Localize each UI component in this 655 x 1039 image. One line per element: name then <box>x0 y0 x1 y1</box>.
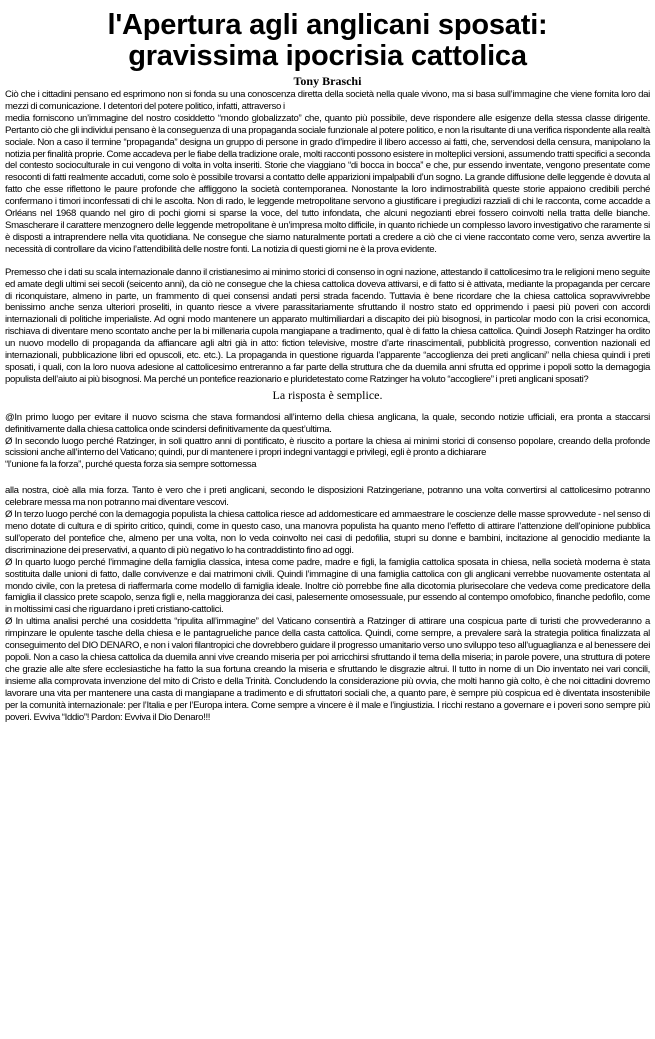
title-line-1: l'Apertura agli anglicani sposati: <box>107 9 548 41</box>
paragraph-third-reason: Ø In terzo luogo perché con la demagogia populista la chiesa cattolica riesce ad addomesticare ed ammaestrare le coscienze delle masse sprovvedute - nel senso di meno dotate di cultura e di spirito critico, quindi, come in questo caso, una manovra populista ha quanto meno l’effetto di attirare l’attenzione dell’opinione pubblica sull’operato del pontefice che, almeno per una volta, non lo veda coinvolto nei casi di pedofilia, stupri su donne e bambini, incitazione al genocidio mediante la discriminazione dei preservativi, a quanto di più negativo lo ha contraddistinto fino ad oggi. <box>5 509 650 556</box>
article-title <box>5 10 650 72</box>
paragraph-conclusion: Ø In ultima analisi perché una cosiddetta “ripulita all’immagine” del Vaticano consentirà a Ratzinger di attirare una cospicua parte di turisti che provvederanno a rimpinzare le opulente tasche della chiesa e le pantagrueliche pance della casta cattolica. Quindi, come sempre, a prevalere sarà la strategia politica finalizzata al conseguimento del DIO DENARO, e non i valori filantropici che dovrebbero guidare il progresso umanitario verso uno sviluppo teso all’uguaglianza e al benessere dei popoli. Non a caso la chiesa cattolica da duemila anni vive creando miseria per poi arricchirsi sfruttando il tema della miseria; in parole povere, una struttura di potere che grazie alle alte sfere ecclesiastiche ha fatto la sua fortuna creando la miseria e sfruttando le disgrazie altrui. Il tutto in nome di un Dio inventato nei vari concili, insieme alla comprovata invenzione del mito di Cristo e della Trinità. Concludendo la considerazione più ovvia, che molti hanno già colto, è che noi cittadini dovremo lavorare una vita per mantenere una casta di mangiapane a tradimento e di sfruttatori sociali che, a quanto pare, è sempre più cospicua ed è diventata insostenibile per la comunità internazionale: per l’Italia e per l’Europa intera. Come sempre a vincere è il male e l’ingiustizia. I ricchi restano a governare e i poveri sono sempre più poveri. Evviva “Iddio”! Pardon: Evviva il Dio Denaro!!! <box>5 616 650 723</box>
paragraph-intro: Ciò che i cittadini pensano ed esprimono non si fonda su una conoscenza diretta della società nella quale vivono, ma si basa sull’immagine che viene fornita loro dai mezzi di comunicazione. I detentori del potere politico, infatti, attraverso i <box>5 89 650 112</box>
paragraph-second-reason: Ø In secondo luogo perché Ratzinger, in soli quattro anni di pontificato, è riuscito a portare la chiesa ai minimi storici di consenso popolare, creando della profonde scissioni anche all’interno del Vaticano; quindi, pur di mantenere i propri indegni vantaggi e privilegi, egli è pronto a dichiarare <box>5 435 650 459</box>
paragraph-fourth-reason: Ø In quarto luogo perché l’immagine della famiglia classica, intesa come padre, madre e figli, la famiglia cattolica sposata in chiesa, nella società moderna è stata sostituita dalle unioni di fatto, dalle convivenze e dai matrimoni civili. Quindi l’immagine di una famiglia cattolica con gli anglicani verrebbe nuovamente ostentata al mondo civile, con la pretesa di riaffermarla come modello di famiglia ideale. Inoltre ciò porrebbe fine alla dicotomia plurisecolare che vedeva come predicatore della famiglia il classico prete scapolo, senza figli e, nella maggioranza dei casi, palesemente omosessuale, pur essendo al contempo omofobico, finanche pedofilo, come in moltissimi casi che riguardano i preti cristiano-cattolici. <box>5 556 650 616</box>
title-line-2: gravissima ipocrisia cattolica <box>128 40 527 72</box>
spacer <box>5 471 650 485</box>
paragraph-media: media forniscono un’immagine del nostro cosiddetto “mondo globalizzato” che, quanto più possibile, deve rispondere alle esigenze della stessa classe dirigente. Pertanto ciò che gli individui pensano è la conseguenza di una propaganda sociale funzionale al potere politico, e non la risultante di una verifica rispondente alla realtà sociale. Non a caso il termine “propaganda” designa un gruppo di persone in grado d’impedire il libero accesso ai fatti, che, servendosi della censura, manipolano la notizia per finalità proprie. Come accadeva per le fiabe della tradizione orale, molti racconti possono esistere in molteplici versioni, assumendo tratti specifici a seconda del contesto socioculturale in cui vengono di volta in volta inseriti. Storie che viaggiano “di bocca in bocca” e che, pur essendo inventate, vengono presentate come resoconti di fatti realmente accaduti, come solo è possibile trovarsi a contatto delle apparizioni impalpabili d’un sogno. La grande diffusione delle leggende è dovuta al fatto che esse riflettono le paure profonde che affliggono la società contemporanea. Nonostante la loro indimostrabilità queste storie appaiono credibili perché confermano i timori inconfessati di chi le ascolta. Non di rado, le leggende metropolitane servono a giustificare i pregiudizi razziali di chi le racconta, come accadde a Orléans nel 1968 quando nel giro di pochi giorni si sparse la voce, del tutto infondata, che alcuni negozianti ebrei fossero coinvolti nella tratta delle bianche. Smascherare il carattere menzognero delle leggende metropolitane è un’impresa molto difficile, in quanto richiede un complesso lavoro investigativo che raramente si è disposti a intraprendere nella vita quotidiana. Ne consegue che siamo naturalmente portati a credere a ciò che ci viene raccontato come vero, senza avvertire la necessità di controllare da vicino l’attendibilità delle nostre fonti. La notizia di questi giorni ne è la prova evidente. <box>5 112 650 255</box>
article <box>5 6 650 723</box>
paragraph-premise: Premesso che i dati su scala internazionale danno il cristianesimo ai minimo storici di consenso in ogni nazione, attestando il cattolicesimo tra le religioni meno seguite ed amate degli ultimi sei secoli (seicento anni), da ciò ne consegue che la chiesa cattolica doveva attivarsi, e di fatto si è attivata, mediante la propaganda per cercare di riconquistare, almeno in parte, un frammento di quei consensi andati persi strada facendo. Tuttavia è bene ricordare che la chiesa cattolica sopravvivrebbe benissimo anche senza ulteriori proseliti, in quanto riesce a vivere parassitariamente sfruttando il nostro stato ed opprimendo i paesi più poveri con accordi internazionali di politiche imperialiste. Ad ogni modo mantenere un apparato multimiliardari a discapito dei più bisognosi, in particolar modo con la crisi economica, rischiava di diventare meno scontato anche per la bi millenaria cupola mangiapane a tradimento, qual è di fatto la chiesa cattolica. Quindi Joseph Ratzinger ha ordito un nuovo modello di propaganda da affiancare agli altri già in atto: fiction televisive, mostre d’arte rinascimentali, pubblicità progresso, convention nazionali ed internazionali, pubblicazione libri ed opuscoli, etc. etc.). La propaganda in questione riguarda l’apparente “accoglienza dei preti anglicani” nella chiesa quindi i preti sposati, i quali, con la loro nuova adesione al cattolicesimo entreranno a far parte della struttura che da duemila anni sfrutta ed opprime i popoli sotto la demagogia populista dell’aiuto ai più bisognosi. Ma perché un pontefice reazionario e pluridetestato come Ratzinger ha voluto “accogliere” i preti anglicani sposati? <box>5 266 650 385</box>
spacer <box>5 256 650 267</box>
paragraph-first-reason: @In primo luogo per evitare il nuovo scisma che stava formandosi all’interno della chiesa anglicana, la quale, secondo notizie ufficiali, era pronta a staccarsi definitivamente dalla chiesa cattolica onde scindersi definitivamente da quest’ultima. <box>5 411 650 435</box>
answer-heading: La risposta è semplice. <box>272 387 383 402</box>
author-name: Tony Braschi <box>293 74 362 88</box>
paragraph-bishops: alla nostra, cioè alla mia forza. Tanto è vero che i preti anglicani, secondo le disposizioni Ratzingeriane, potranno una volta convertirsi al cattolicesimo potranno celebrare messa ma non potranno mai diventare vescovi. <box>5 485 650 509</box>
paragraph-union: “l’unione fa la forza”, purché questa forza sia sempre sottomessa <box>5 459 257 471</box>
